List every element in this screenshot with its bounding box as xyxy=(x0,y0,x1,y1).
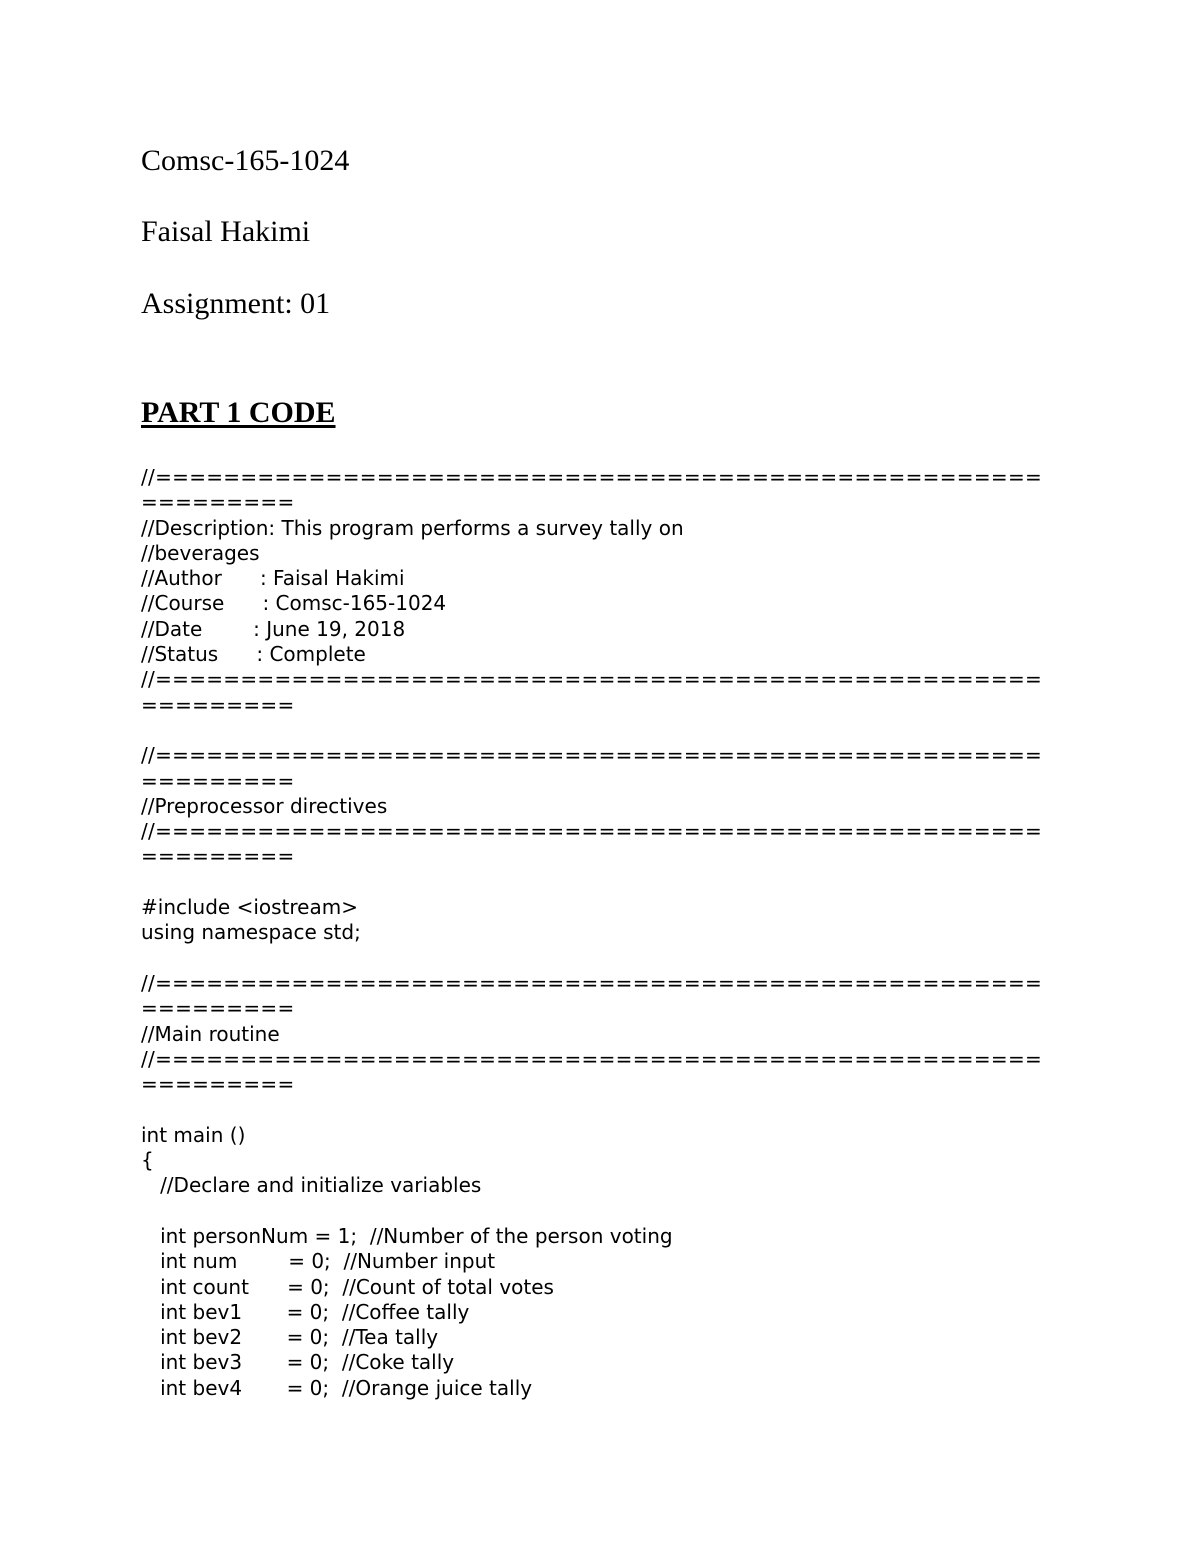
declaration-line: int count = 0; //Count of total votes xyxy=(141,1274,554,1299)
declaration-line: int bev1 = 0; //Coffee tally xyxy=(141,1299,470,1324)
comment-rule: //==================================================== xyxy=(141,1046,1043,1071)
declaration-line: int num = 0; //Number input xyxy=(141,1249,496,1274)
using-namespace-line: using namespace std; xyxy=(141,920,361,945)
header-status-line: //Status : Complete xyxy=(141,642,366,667)
section-title: PART 1 CODE xyxy=(141,396,336,429)
declaration-line: int personNum = 1; //Number of the person voting xyxy=(141,1223,673,1248)
comment-rule: //==================================================== xyxy=(141,819,1043,844)
assignment-heading: Assignment: 01 xyxy=(141,287,331,320)
open-brace-line: { xyxy=(141,1148,154,1173)
blank-line xyxy=(141,946,1101,971)
comment-rule: //==================================================== xyxy=(141,667,1043,692)
comment-rule-wrap: ========= xyxy=(141,996,295,1021)
declaration-line: int bev2 = 0; //Tea tally xyxy=(141,1325,439,1350)
header-course-line: //Course : Comsc-165-1024 xyxy=(141,591,447,616)
main-signature-line: int main () xyxy=(141,1122,246,1147)
blank-line xyxy=(141,870,1101,895)
comment-rule-wrap: ========= xyxy=(141,768,295,793)
main-routine-comment-line: //Main routine xyxy=(141,1021,280,1046)
comment-rule-wrap: ========= xyxy=(141,844,295,869)
header-description-line: //beverages xyxy=(141,540,260,565)
header-author-line: //Author : Faisal Hakimi xyxy=(141,566,405,591)
blank-line xyxy=(141,1199,1101,1224)
blank-line xyxy=(141,718,1101,743)
preprocessor-comment-line: //Preprocessor directives xyxy=(141,793,388,818)
comment-rule: //==================================================== xyxy=(141,743,1043,768)
header-date-line: //Date : June 19, 2018 xyxy=(141,616,406,641)
comment-rule-wrap: ========= xyxy=(141,490,295,515)
author-heading: Faisal Hakimi xyxy=(141,215,311,248)
comment-rule-wrap: ========= xyxy=(141,1072,295,1097)
declaration-line: int bev4 = 0; //Orange juice tally xyxy=(141,1375,533,1400)
include-line: #include <iostream> xyxy=(141,895,358,920)
header-description-line: //Description: This program performs a survey tally on xyxy=(141,515,684,540)
comment-rule: //==================================================== xyxy=(141,465,1043,489)
comment-rule: //==================================================== xyxy=(141,970,1043,995)
course-heading: Comsc-165-1024 xyxy=(141,144,350,177)
blank-line xyxy=(141,1097,1101,1122)
comment-rule-wrap: ========= xyxy=(141,692,295,717)
declare-comment-line: //Declare and initialize variables xyxy=(141,1173,482,1198)
declaration-line: int bev3 = 0; //Coke tally xyxy=(141,1350,455,1375)
code-listing xyxy=(141,465,1101,1401)
